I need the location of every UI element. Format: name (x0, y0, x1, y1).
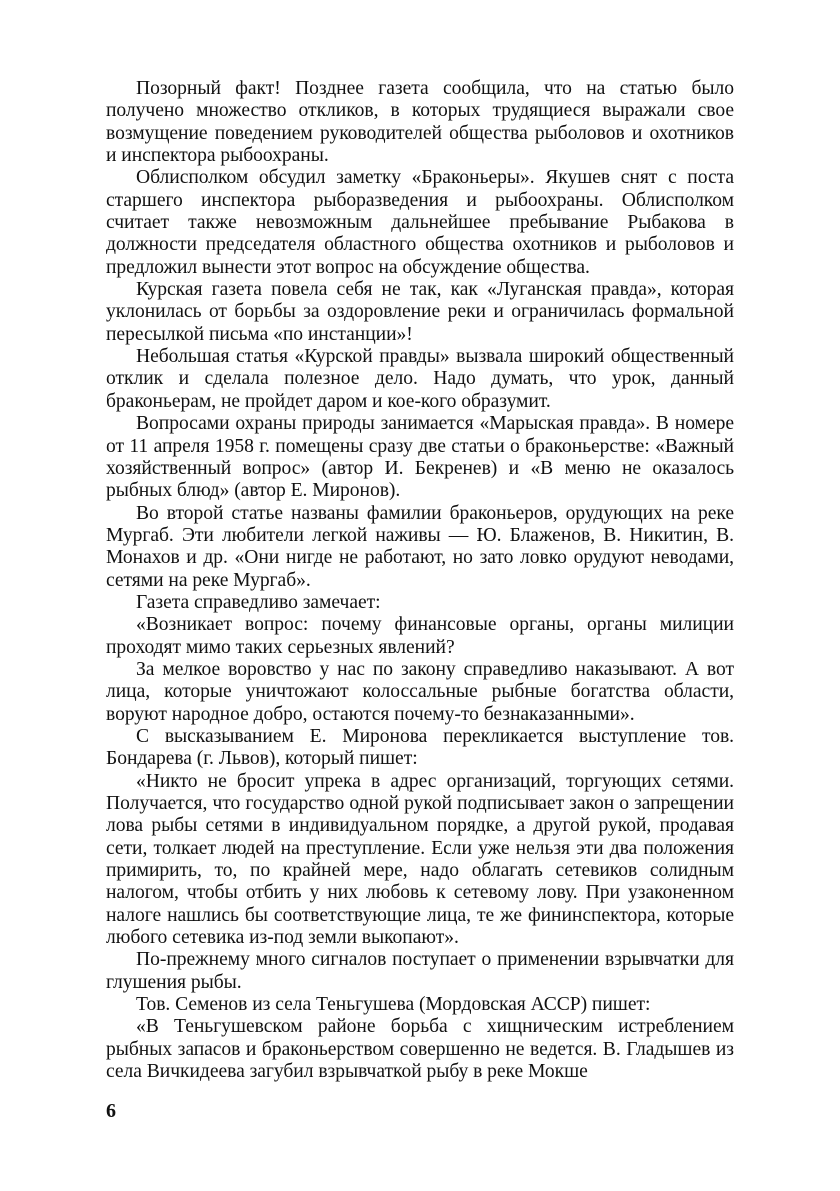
paragraph-4: Небольшая статья «Курской правды» вызвала широкий общественный отклик и сделала полезное дело. Надо думать, что урок, данный браконьерам, не пройдет даром и кое-кого образумит. (106, 346, 734, 412)
page-number: 6 (106, 1100, 116, 1122)
paragraph-1: Позорный факт! Позднее газета сообщила, что на статью было получено множество откликов, в которых трудящиеся выражали свое возмущение поведением руководителей общества рыболовов и охотников и инспектора рыбоохраны. (106, 78, 734, 167)
paragraph-6: Во второй статье названы фамилии браконьеров, орудующих на реке Мургаб. Эти любители легкой наживы — Ю. Блаженов, В. Никитин, В. Монахов и др. «Они нигде не работают, но зато ловко орудуют неводами, сетями на реке Мургаб». (106, 502, 734, 591)
paragraph-3: Курская газета повела себя не так, как «Луганская правда», которая уклонилась от борьбы за оздоровление реки и ограничилась формальной пересылкой письма «по инстанции»! (106, 279, 734, 345)
paragraph-9: За мелкое воровство у нас по закону справедливо наказывают. А вот лица, которые уничтожают колоссальные рыбные богатства области, воруют народное добро, остаются почему-то безнаказанными». (106, 658, 734, 725)
paragraph-5: Вопросами охраны природы занимается «Марыская правда». В номере от 11 апреля 1958 г. помещены сразу две статьи о браконьерстве: «Важный хозяйственный вопрос» (автор И. Бекренев) и «В меню не оказалось рыбных блюд» (автор Е. Миронов). (106, 413, 734, 502)
paragraph-7: Газета справедливо замечает: (136, 591, 381, 613)
paragraph-14: «В Теньгушевском районе борьба с хищническим истреблением рыбных запасов и браконьерством совершенно не ведется. В. Гладышев из села Вичкидеева загубил взрывчаткой рыбу в реке Мокше (106, 1016, 734, 1083)
paragraph-10: С высказыванием Е. Миронова перекликается выступление тов. Бондарева (г. Львов), который пишет: (106, 725, 734, 770)
paragraph-11: «Никто не бросит упрека в адрес организаций, торгующих сетями. Получается, что государство одной рукой подписывает закон о запрещении лова рыбы сетями в индивидуальном порядке, а другой рукой, продавая сети, толкает людей на преступление. Если уже нельзя эти два положения примирить, то, по крайней мере, надо облагать сетевиков солидным налогом, чтобы отбить у них любовь к сетевому лову. При узаконенном налоге нашлись бы соответствующие лица, те же фининспектора, которые любого сетевика из-под земли выкопают». (106, 770, 734, 949)
paragraph-8: «Возникает вопрос: почему финансовые органы, органы милиции проходят мимо таких серьезных явлений? (106, 614, 734, 658)
paragraph-2: Облисполком обсудил заметку «Браконьеры». Якушев снят с поста старшего инспектора рыборазведения и рыбоохраны. Облисполком считает также невозможным дальнейшее пребывание Рыбакова в должности председателя областного общества охотников и рыболовов и предложил вынести этот вопрос на обсуждение общества. (106, 167, 734, 278)
paragraph-13: Тов. Семенов из села Теньгушева (Мордовская АССР) пишет: (136, 994, 651, 1016)
body-text (106, 78, 734, 1083)
paragraph-12: По-прежнему много сигналов поступает о применении взрывчатки для глушения рыбы. (106, 949, 734, 993)
